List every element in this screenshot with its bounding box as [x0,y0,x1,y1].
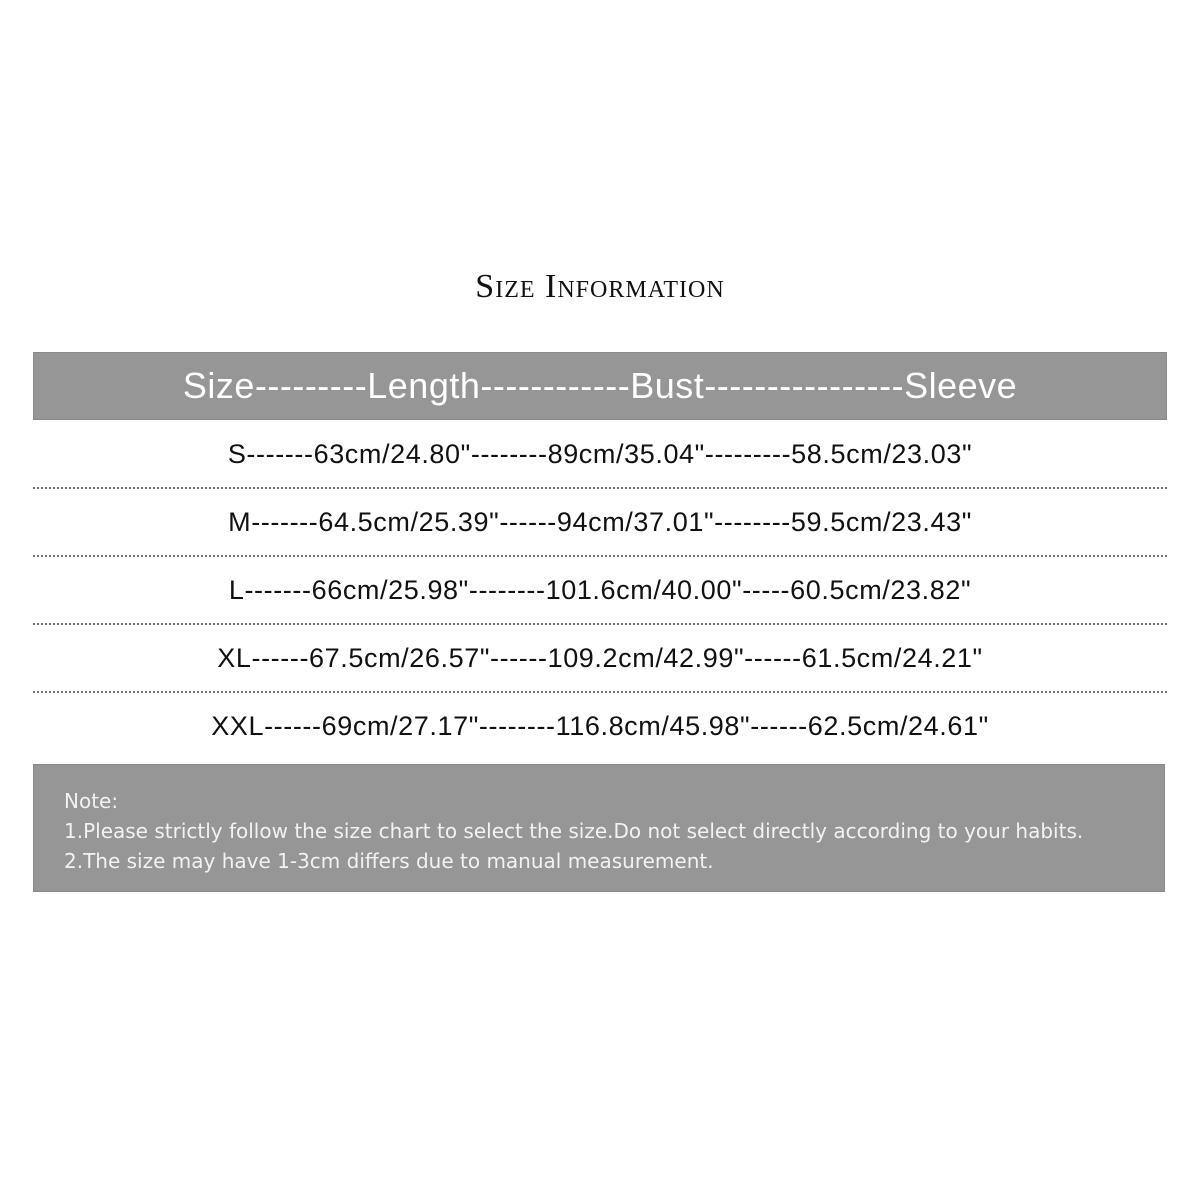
size-row-l: L-------66cm/25.98"--------101.6cm/40.00"-----60.5cm/23.82" [228,574,972,605]
note-heading: Note: [64,789,119,813]
size-row-xxl: XXL------69cm/27.17"--------116.8cm/45.98"------62.5cm/24.61" [211,710,989,741]
size-table-header-label: Size---------Length------------Bust----------------Sleeve [182,365,1018,406]
size-table-header [33,352,1167,420]
page-title: Size Information [475,268,725,305]
size-row-m: M-------64.5cm/25.39"------94cm/37.01"--------59.5cm/23.43" [228,506,972,537]
size-table [33,421,1167,759]
note-line-2: 2.The size may have 1-3cm differs due to manual measurement. [64,849,714,873]
size-row-xl: XL------67.5cm/26.57"------109.2cm/42.99"------61.5cm/24.21" [217,642,983,673]
size-row-s: S-------63cm/24.80"--------89cm/35.04"---------58.5cm/23.03" [227,438,973,469]
note-line-1: 1.Please strictly follow the size chart to select the size.Do not select directly according to your habits. [64,819,1084,843]
note-box [33,764,1165,892]
